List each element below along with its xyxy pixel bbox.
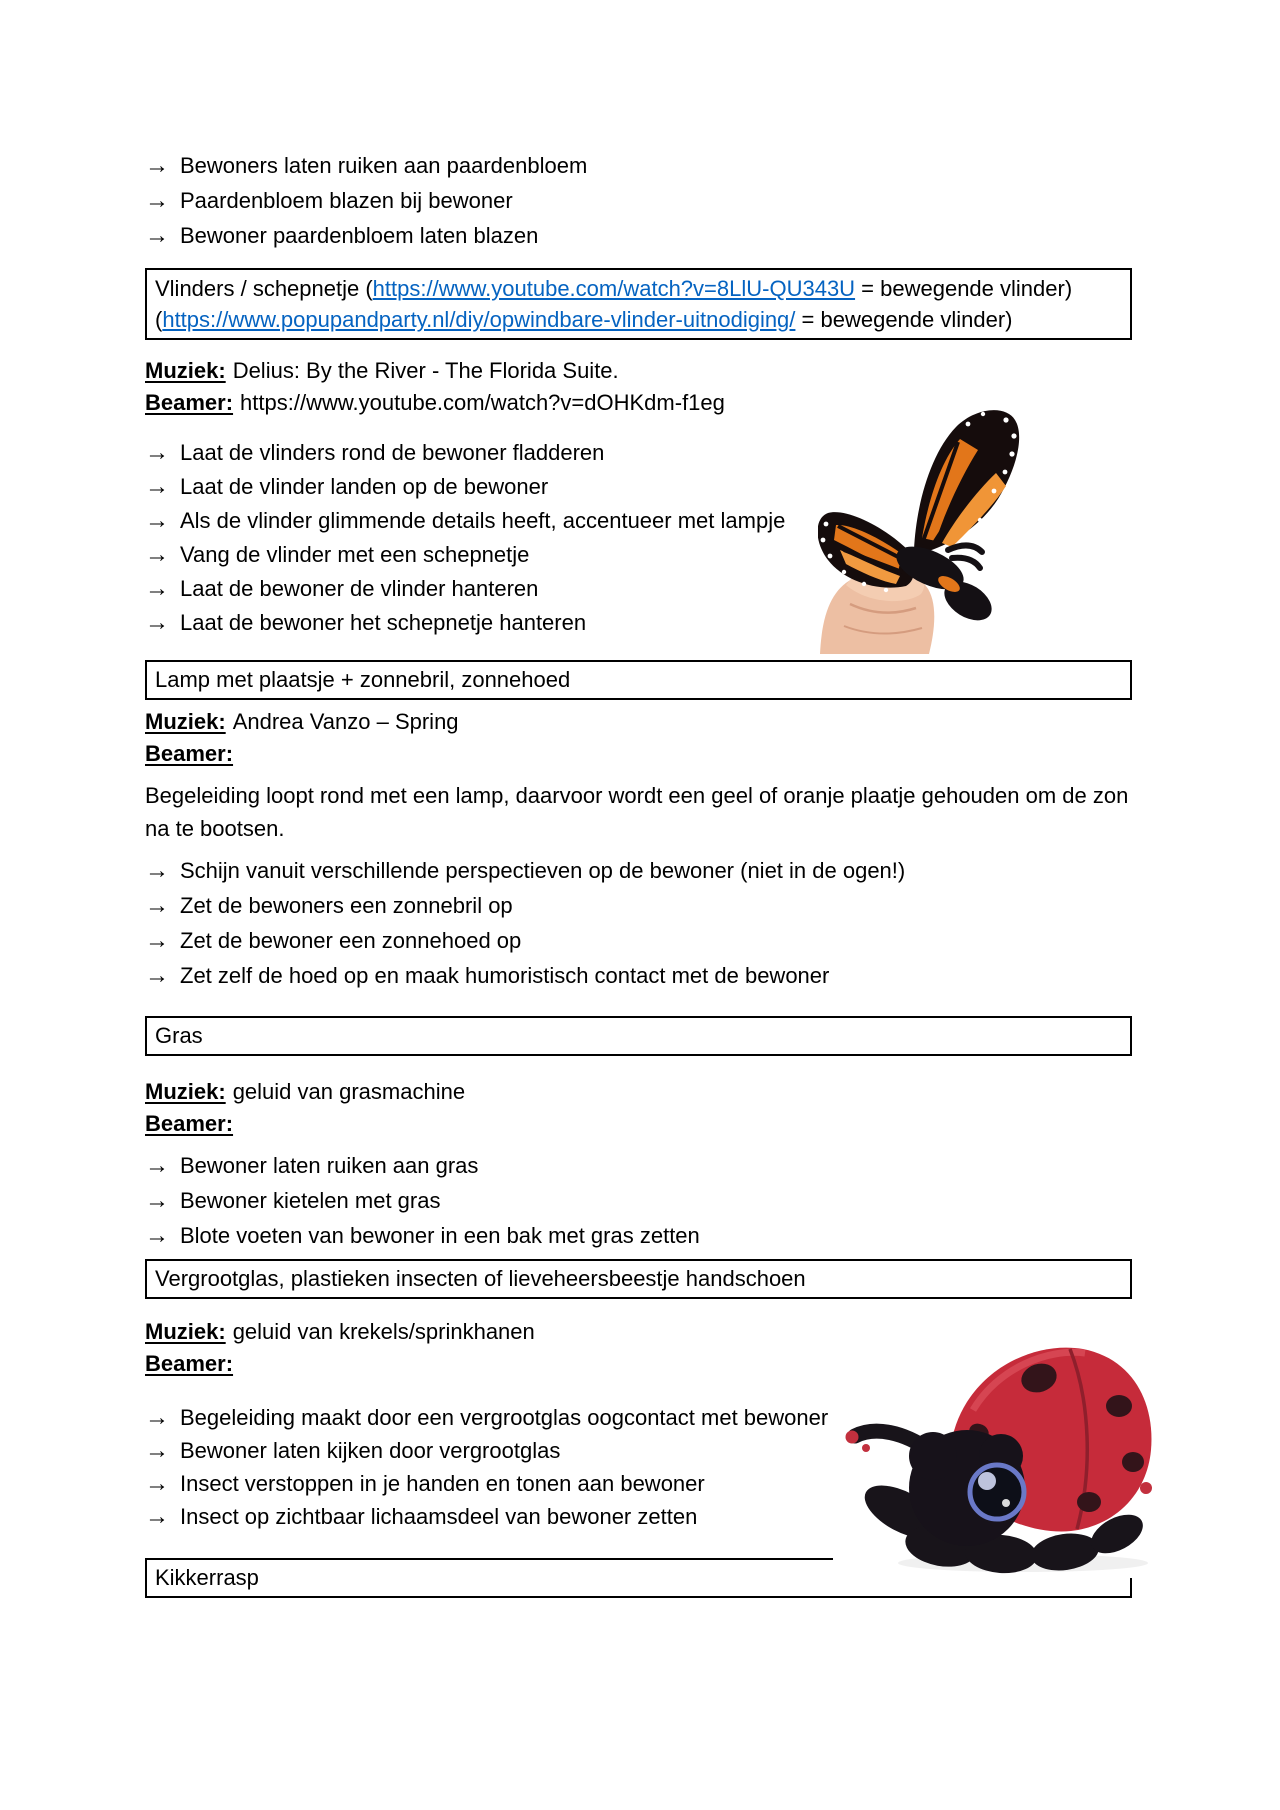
bullet-text: Als de vlinder glimmende details heeft, accentueer met lampje xyxy=(180,508,786,533)
list-item xyxy=(145,148,587,183)
list-item xyxy=(145,470,785,504)
muziek-value: geluid van grasmachine xyxy=(232,1079,466,1104)
bullet-text: Begeleiding maakt door een vergrootglas oogcontact met bewoner xyxy=(180,1404,829,1430)
list-item xyxy=(145,183,587,218)
list-item xyxy=(145,436,785,470)
list-item xyxy=(145,1401,828,1434)
beamer-row xyxy=(145,1108,465,1140)
section-header-gras xyxy=(145,1016,1132,1056)
muziek-row xyxy=(145,706,459,738)
list-item xyxy=(145,1148,700,1183)
beamer-row xyxy=(145,1348,535,1380)
arrow-bullet-icon: → xyxy=(145,1186,169,1214)
beamer-label: Beamer: xyxy=(145,741,234,766)
bullet-text: Laat de bewoner de vlinder hanteren xyxy=(180,576,539,601)
list-item xyxy=(145,1434,828,1467)
header-text: Gras xyxy=(155,1023,203,1048)
arrow-bullet-icon: → xyxy=(145,1403,169,1431)
header-text: Lamp met plaatsje + zonnebril, zonnehoed xyxy=(155,667,571,692)
youtube-link-vlinder[interactable]: https://www.youtube.com/watch?v=8LlU-QU343U xyxy=(372,276,856,301)
lamp-bullet-list xyxy=(145,853,905,993)
muziek-row xyxy=(145,355,725,387)
list-item xyxy=(145,1500,828,1533)
arrow-bullet-icon: → xyxy=(145,1469,169,1497)
muziek-row xyxy=(145,1076,465,1108)
beamer-label: Beamer: xyxy=(145,1351,234,1376)
muziek-row xyxy=(145,1316,535,1348)
section-header-lamp xyxy=(145,660,1132,700)
butterfly-hand-puppet-photo xyxy=(818,398,1025,655)
bullet-text: Bewoners laten ruiken aan paardenbloem xyxy=(180,152,588,178)
arrow-bullet-icon: → xyxy=(145,473,169,500)
arrow-bullet-icon: → xyxy=(145,439,169,466)
list-item xyxy=(145,1467,828,1500)
bullet-text: Bewoner paardenbloem laten blazen xyxy=(180,222,539,248)
bullet-text: Laat de vlinder landen op de bewoner xyxy=(180,474,549,499)
section-header-vergrootglas xyxy=(145,1259,1132,1299)
bullet-text: Bewoner laten ruiken aan gras xyxy=(180,1152,479,1178)
header-text: ( xyxy=(155,307,163,332)
arrow-bullet-icon: → xyxy=(145,186,169,214)
header-line-1 xyxy=(155,273,1122,304)
list-item xyxy=(145,538,785,572)
intro-bullet-list xyxy=(145,148,587,253)
list-item xyxy=(145,606,785,640)
arrow-bullet-icon: → xyxy=(145,961,169,989)
muziek-label: Muziek: xyxy=(145,1319,226,1344)
lamp-paragraph: Begeleiding loopt rond met een lamp, daarvoor wordt een geel of oranje plaatje gehouden om de zon na te bootsen. xyxy=(145,783,1129,841)
header-text: Vlinders / schepnetje ( xyxy=(155,276,373,301)
bullet-text: Laat de vlinders rond de bewoner fladderen xyxy=(180,440,605,465)
arrow-bullet-icon: → xyxy=(145,1221,169,1249)
arrow-bullet-icon: → xyxy=(145,575,169,602)
music-beamer-block xyxy=(145,706,459,770)
bullet-text: Zet zelf de hoed op en maak humoristisch contact met de bewoner xyxy=(180,962,830,988)
bullet-text: Insect verstoppen in je handen en tonen aan bewoner xyxy=(180,1470,705,1496)
bullet-text: Zet de bewoner een zonnehoed op xyxy=(180,927,522,953)
header-text: Kikkerrasp xyxy=(155,1565,259,1590)
music-beamer-block xyxy=(145,355,725,419)
vergrootglas-bullet-list xyxy=(145,1401,828,1533)
bullet-text: Vang de vlinder met een schepnetje xyxy=(180,542,530,567)
header-text: = bewegende vlinder) xyxy=(855,276,1073,301)
bullet-text: Paardenbloem blazen bij bewoner xyxy=(180,187,513,213)
arrow-bullet-icon: → xyxy=(145,151,169,179)
bullet-text: Insect op zichtbaar lichaamsdeel van bewoner zetten xyxy=(180,1503,698,1529)
arrow-bullet-icon: → xyxy=(145,541,169,568)
header-text: = bewegende vlinder) xyxy=(795,307,1013,332)
header-text: Vergrootglas, plastieken insecten of lieveheersbeestje handschoen xyxy=(155,1266,806,1291)
list-item xyxy=(145,218,587,253)
arrow-bullet-icon: → xyxy=(145,1151,169,1179)
arrow-bullet-icon: → xyxy=(145,926,169,954)
bullet-text: Laat de bewoner het schepnetje hanteren xyxy=(180,610,587,635)
beamer-label: Beamer: xyxy=(145,390,234,415)
arrow-bullet-icon: → xyxy=(145,507,169,534)
list-item xyxy=(145,1218,700,1253)
beamer-row xyxy=(145,387,725,419)
beamer-row xyxy=(145,738,459,770)
list-item xyxy=(145,853,905,888)
muziek-value: geluid van krekels/sprinkhanen xyxy=(232,1319,535,1344)
bullet-text: Bewoner laten kijken door vergrootglas xyxy=(180,1437,561,1463)
music-beamer-block xyxy=(145,1316,535,1380)
bullet-text: Zet de bewoners een zonnebril op xyxy=(180,892,513,918)
beamer-label: Beamer: xyxy=(145,1111,234,1136)
ladybug-hand-puppet-photo xyxy=(833,1320,1155,1578)
arrow-bullet-icon: → xyxy=(145,221,169,249)
music-beamer-block xyxy=(145,1076,465,1140)
beamer-value: https://www.youtube.com/watch?v=dOHKdm-f1eg xyxy=(240,390,725,415)
muziek-label: Muziek: xyxy=(145,1079,226,1104)
arrow-bullet-icon: → xyxy=(145,856,169,884)
list-item xyxy=(145,572,785,606)
bullet-text: Bewoner kietelen met gras xyxy=(180,1187,441,1213)
list-item xyxy=(145,504,785,538)
muziek-value: Delius: By the River - The Florida Suite. xyxy=(232,358,619,383)
muziek-label: Muziek: xyxy=(145,709,226,734)
arrow-bullet-icon: → xyxy=(145,1502,169,1530)
arrow-bullet-icon: → xyxy=(145,609,169,636)
muziek-label: Muziek: xyxy=(145,358,226,383)
arrow-bullet-icon: → xyxy=(145,891,169,919)
gras-bullet-list xyxy=(145,1148,700,1253)
list-item xyxy=(145,923,905,958)
vlinder-bullet-list xyxy=(145,436,785,640)
list-item xyxy=(145,1183,700,1218)
list-item xyxy=(145,958,905,993)
list-item xyxy=(145,888,905,923)
bullet-text: Blote voeten van bewoner in een bak met gras zetten xyxy=(180,1222,700,1248)
muziek-value: Andrea Vanzo – Spring xyxy=(232,709,459,734)
header-line-2 xyxy=(155,304,1122,335)
popupandparty-link[interactable]: https://www.popupandparty.nl/diy/opwindbare-vlinder-uitnodiging/ xyxy=(162,307,796,332)
arrow-bullet-icon: → xyxy=(145,1436,169,1464)
section-header-vlinders xyxy=(145,268,1132,340)
bullet-text: Schijn vanuit verschillende perspectieven op de bewoner (niet in de ogen!) xyxy=(180,857,906,883)
